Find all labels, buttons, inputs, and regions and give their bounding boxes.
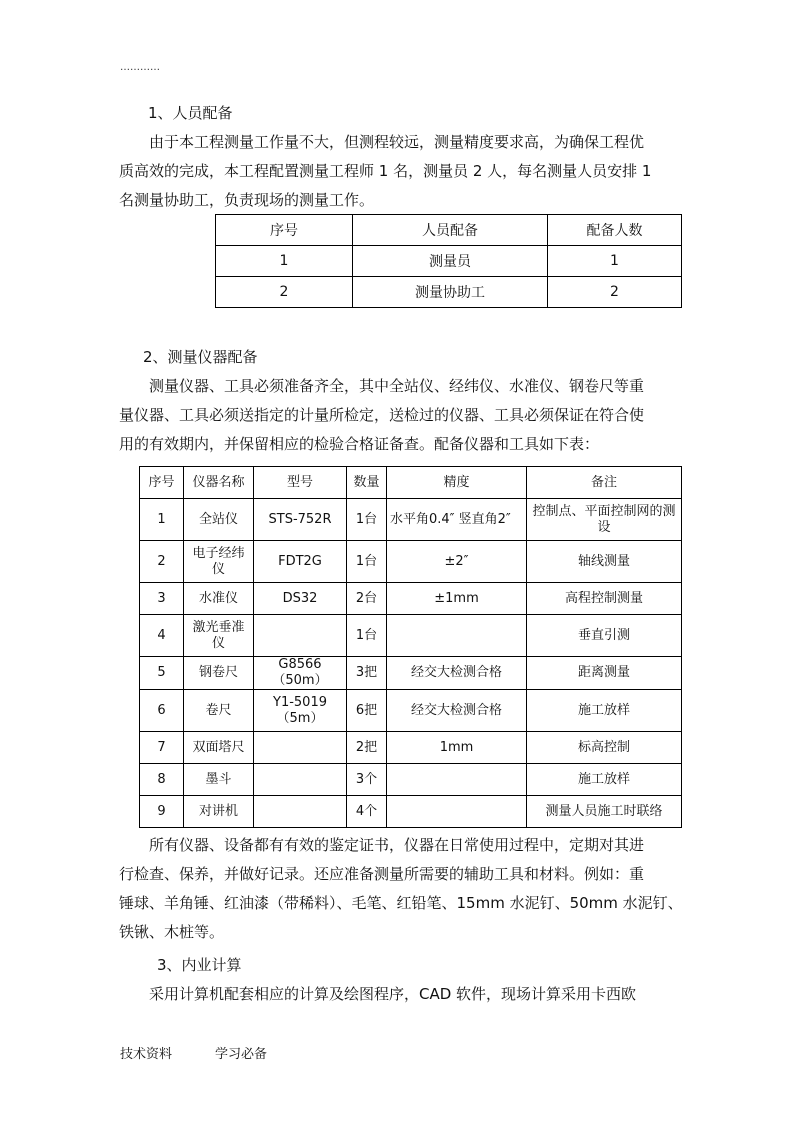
table-cell: FDT2G [254,541,347,583]
table-row [140,690,682,732]
table-cell: 2 [216,277,353,308]
table-row [140,583,682,615]
table-cell: 1台 [347,541,387,583]
table-cell: 4 [140,615,184,657]
table-cell: 标高控制 [527,732,682,764]
table-cell [254,732,347,764]
paragraph-line: 量仪器、工具必须送指定的计量所检定，送检过的仪器、工具必须保证在符合使 [119,406,645,424]
table-row [140,499,682,541]
table-cell: ±1mm [387,583,527,615]
paragraph-line: 质高效的完成，本工程配置测量工程师 1 名，测量员 2 人，每名测量人员安排 1 [119,162,652,180]
table-cell: 9 [140,796,184,828]
table-cell [254,796,347,828]
table-cell: 5 [140,657,184,690]
table-cell: 墨斗 [184,764,254,796]
table-row [140,615,682,657]
table-row [140,657,682,690]
section1-heading: 1、人员配备 [148,104,233,122]
table-cell: 卷尺 [184,690,254,732]
paragraph-line: 行检查、保养，并做好记录。还应准备测量所需要的辅助工具和材料。例如：重 [119,865,645,883]
table-cell [387,796,527,828]
table-cell: 垂直引测 [527,615,682,657]
table-cell: 施工放样 [527,690,682,732]
table-cell: 轴线测量 [527,541,682,583]
paragraph-line: 测量仪器、工具必须准备齐全，其中全站仪、经纬仪、水准仪、钢卷尺等重 [149,377,645,395]
paragraph-line: 采用计算机配套相应的计算及绘图程序，CAD 软件，现场计算采用卡西欧 [149,985,637,1003]
table-cell: 2把 [347,732,387,764]
table-cell: 1台 [347,499,387,541]
table-cell: 1 [548,246,682,277]
table-header-row [140,467,682,499]
table-cell: 1 [216,246,353,277]
paragraph-line: 由于本工程测量工作量不大，但测程较远，测量精度要求高，为确保工程优 [149,133,645,151]
paragraph-line: 锤球、羊角锤、红油漆（带稀料）、毛笔、红铅笔、15mm 水泥钉、50mm 水泥钉、 [119,894,683,912]
table-cell: 控制点、平面控制网的测设 [527,499,682,541]
table-row [140,764,682,796]
paragraph-line: 铁锹、木桩等。 [119,923,225,941]
section2-paragraph [119,372,675,459]
column-header: 数量 [347,467,387,499]
table-cell: 施工放样 [527,764,682,796]
footer-left-text: 技术资料 [120,1047,173,1062]
table-cell: 全站仪 [184,499,254,541]
table-cell: 1台 [347,615,387,657]
table-cell: 测量员 [353,246,548,277]
table-cell: DS32 [254,583,347,615]
column-header: 序号 [140,467,184,499]
table-row [216,246,682,277]
section2-after-paragraph [119,831,683,947]
instrument-table [139,466,682,828]
section1-paragraph [119,128,675,215]
table-cell: 激光垂准仪 [184,615,254,657]
paragraph-line: 所有仪器、设备都有有效的鉴定证书，仪器在日常使用过程中，定期对其进 [149,836,645,854]
column-header: 人员配备 [353,215,548,246]
table-cell: 双面塔尺 [184,732,254,764]
table-cell: 4个 [347,796,387,828]
table-cell: 距离测量 [527,657,682,690]
table-cell: 2台 [347,583,387,615]
paragraph-line: 名测量协助工，负责现场的测量工作。 [119,191,375,209]
section3-heading: 3、内业计算 [157,956,242,974]
table-cell [387,764,527,796]
table-cell: 3把 [347,657,387,690]
table-row [140,541,682,583]
column-header: 型号 [254,467,347,499]
table-cell [387,615,527,657]
table-cell: 7 [140,732,184,764]
column-header: 精度 [387,467,527,499]
table-cell: 经交大检测合格 [387,690,527,732]
paragraph-line: 用的有效期内，并保留相应的检验合格证备查。配备仪器和工具如下表： [119,435,600,453]
table-cell: ±2″ [387,541,527,583]
table-cell: 水准仪 [184,583,254,615]
table-cell: 2 [140,541,184,583]
personnel-table [215,214,682,308]
table-cell: 电子经纬仪 [184,541,254,583]
table-cell [254,764,347,796]
table-header-row [216,215,682,246]
table-cell: Y1-5019（5m） [254,690,347,732]
column-header: 仪器名称 [184,467,254,499]
table-cell: 对讲机 [184,796,254,828]
table-row [140,796,682,828]
table-row [140,732,682,764]
table-cell: 1 [140,499,184,541]
table-cell: G8566（50m） [254,657,347,690]
table-cell: STS-752R [254,499,347,541]
section3-paragraph [119,980,675,1009]
table-cell: 6把 [347,690,387,732]
table-cell: 3 [140,583,184,615]
table-cell [254,615,347,657]
table-cell: 测量协助工 [353,277,548,308]
header-dots: ………… [120,62,160,73]
column-header: 备注 [527,467,682,499]
table-cell: 1mm [387,732,527,764]
table-cell: 水平角0.4″ 竖直角2″ [387,499,527,541]
table-cell: 经交大检测合格 [387,657,527,690]
table-cell: 测量人员施工时联络 [527,796,682,828]
table-cell: 2 [548,277,682,308]
table-row [216,277,682,308]
column-header: 配备人数 [548,215,682,246]
table-cell: 8 [140,764,184,796]
table-cell: 6 [140,690,184,732]
table-cell: 3个 [347,764,387,796]
table-cell: 高程控制测量 [527,583,682,615]
section2-heading: 2、测量仪器配备 [143,348,258,366]
column-header: 序号 [216,215,353,246]
footer-right-text: 学习必备 [215,1047,268,1062]
table-cell: 钢卷尺 [184,657,254,690]
